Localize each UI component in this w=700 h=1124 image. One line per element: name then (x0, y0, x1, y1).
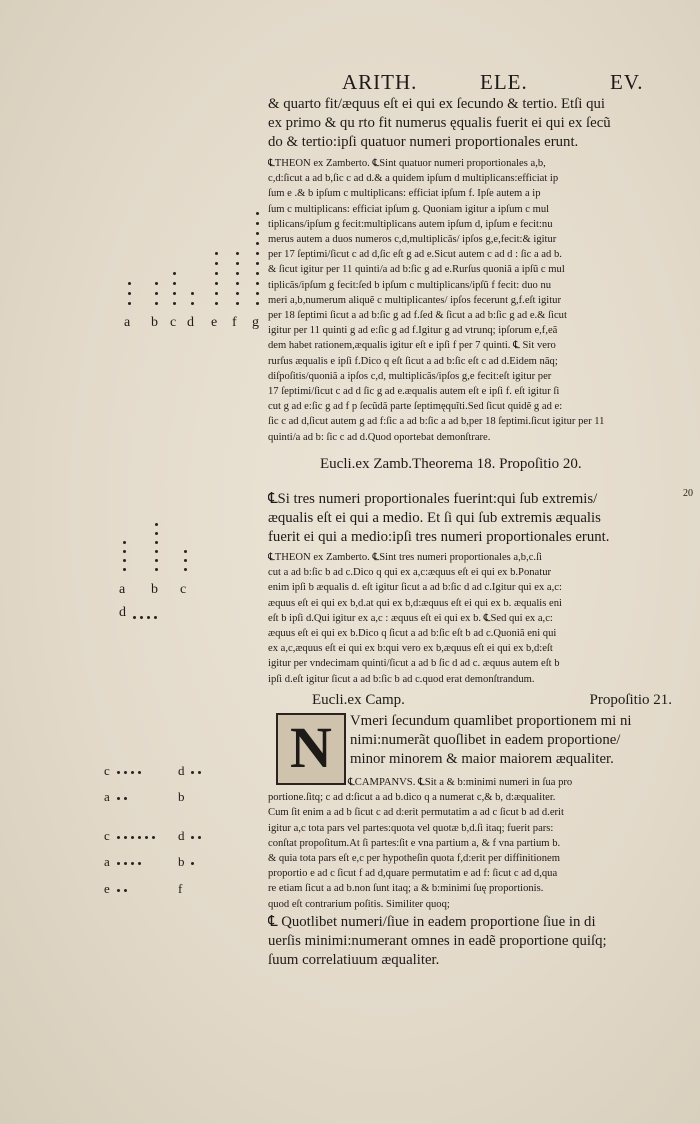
figure-dot (124, 862, 127, 865)
text-line: ex a,c,æquus eſt ei qui ex b:qui vero ex b,æquus eſt ei qui ex b,d:eſt (268, 643, 553, 655)
text-line: igitur per 11 quinti g ad e:ſic g ad f.Igitur g ad vtrunq; ipſorum e,f,eã (268, 325, 558, 337)
figure-label-d: d (187, 315, 194, 330)
text-line: ſic c ad d,ſicut autem g ad f:ſic a ad b:ſic a ad b,per 18 ſeptimi.ſicut igitur per 11 (268, 416, 605, 428)
figure-dot (236, 262, 239, 265)
text-line: ex primo & qu rto fit numerus ęqualis fuerit ei qui ex ſecũ (268, 115, 611, 131)
text-line: per 17 ſeptimi/ſicut c ad d,ſic eſt g ad e.Sicut autem c ad d : ſic a ad b. (268, 249, 562, 261)
text-line: re etiam ſicut a ad b.non ſunt itaq; a & b:minimi ſuę proportionis. (268, 883, 544, 895)
figure-dot (191, 862, 194, 865)
figure-dot (123, 550, 126, 553)
figure-label-f: f (232, 315, 237, 330)
figure-label-b: b (151, 315, 158, 330)
figure-dot (131, 771, 134, 774)
text-line: minor minorem & maior maiorem æqualiter. (350, 751, 614, 767)
figure-dot (155, 282, 158, 285)
figure-dot (215, 262, 218, 265)
figure-dot (256, 242, 259, 245)
text-line: quinti/a ad b: ſic c ad d.Quod oportebat demonſtrare. (268, 431, 491, 443)
figure-dot (215, 282, 218, 285)
theorem-18-heading (320, 456, 690, 473)
figure-dot (128, 282, 131, 285)
margin-number: 20 (683, 488, 693, 499)
figure-dot (256, 212, 259, 215)
text-line: nimi:numerãt quoſlibet in eadem proportione/ (350, 732, 621, 748)
figure-dot (215, 272, 218, 275)
text-line: ſum c multiplicans: efficiat ipſum g. Quoniam igitur a ipſum c mul (268, 203, 550, 215)
figure-dot (131, 862, 134, 865)
figure-dot (191, 292, 194, 295)
figure-row-label: f (178, 881, 183, 896)
text-line: ipſi d.eſt igitur ſicut a ad b:ſic b ad c.quod erat demonſtrandum. (268, 673, 535, 685)
figure-label-c: c (180, 582, 187, 597)
figure-dot (198, 836, 201, 839)
text-line: æqualis eſt ei qui a medio. Et ſi qui ſub extremis æqualis (268, 510, 601, 526)
figure-dot (123, 541, 126, 544)
proposition-19-enunciation (268, 95, 688, 152)
campanus-proof-21 (268, 775, 688, 912)
figure-row-label: d (178, 828, 185, 843)
figure-row-label: a (104, 854, 110, 869)
corollary-enunciation (268, 913, 688, 970)
proposition-21-enunciation (350, 712, 688, 769)
figure-dot (155, 550, 158, 553)
text-line: per 18 ſeptimi ſicut a ad b:ſic g ad f.ſed & ſicut a ad b:ſic g ad e.& ſicut (268, 310, 567, 322)
figure-dot (236, 292, 239, 295)
figure-dot (215, 292, 218, 295)
figure-dot (256, 272, 259, 275)
figure-dot (155, 541, 158, 544)
text-line: igitur per vndecimam quinti/ſicut a ad b ſic d ad c. æquus autem eſt b (268, 658, 560, 670)
figure-dot (236, 282, 239, 285)
text-line: æquus eſt ei qui ex b,d.at qui ex b,d:æquus eſt ei qui ex b. æqualis eni (268, 597, 562, 609)
figure-dot (128, 292, 131, 295)
figure-dot (128, 302, 131, 305)
text-line: diſpoſitis/quoniã a ipſos c,d, multiplicãs/ipſos g,e fecit:eſt igitur per (268, 370, 552, 382)
figure-dot (155, 568, 158, 571)
text-line: fuerit ei qui a medio:ipſi tres numeri proportionales erunt. (268, 529, 610, 545)
figure-row-label: c (104, 828, 110, 843)
figure-dot (117, 797, 120, 800)
theon-proof-19 (268, 156, 688, 445)
figure-dot (138, 836, 141, 839)
text-line: ℄Si tres numeri proportionales fuerint:qui ſub extremis/ (268, 491, 598, 507)
text-line: ſum e .& b ipſum c multiplicans: efficiat ipſum f. Ipſe autem a ip (268, 188, 541, 200)
text-line: ℄THEON ex Zamberto. ℄Sint quatuor numeri proportionales a,b, (268, 158, 546, 169)
header-left: ARITH. (342, 70, 418, 94)
figure-dot (184, 559, 187, 562)
figure-dot (133, 616, 136, 619)
figure-dot (173, 292, 176, 295)
figure-dot (184, 550, 187, 553)
figure-dot (256, 222, 259, 225)
figure-dot (173, 272, 176, 275)
figure-dot (155, 302, 158, 305)
figure-dot (123, 559, 126, 562)
figure-label-a: a (124, 315, 131, 330)
text-line: & ſicut igitur per 11 quinti/a ad b:ſic g ad e.Rurſus quoniã a ipſũ c mul (268, 264, 565, 276)
figure-row-label: c (104, 763, 110, 778)
figure-dot (154, 616, 157, 619)
figure-dot (256, 292, 259, 295)
figure-dot (198, 771, 201, 774)
theon-proof-20 (268, 550, 688, 687)
text-line: ℄THEON ex Zamberto. ℄Sint tres numeri proportionales a,b,c.ſi (268, 552, 542, 563)
text-line: Cum ſit enim a ad b ſicut c ad d:erit permutatim a ad c ſicut b ad d.erit (268, 807, 564, 819)
figure-dot (145, 836, 148, 839)
text-line: c,d:ſicut a ad b,ſic c ad d.& a quidem ipſum d multiplicans:efficiat ip (268, 173, 559, 185)
figure-dot (215, 302, 218, 305)
figure-label-g: g (252, 315, 259, 330)
figure-dot (155, 523, 158, 526)
figure-dot (155, 559, 158, 562)
figure-dot (124, 889, 127, 892)
figure-dot (184, 568, 187, 571)
text-line: Vmeri ſecundum quamlibet proportionem mi ni (350, 713, 632, 729)
figure-dot (117, 836, 120, 839)
text-line: portione.ſitq; c ad d:ſicut a ad b.dico q a numerat c,& b, d:æqualiter. (268, 792, 556, 804)
text-line: igitur a,c tota pars vel partes:quota vel quotæ b,d.ſi itaq; fuerit pars: (268, 822, 554, 834)
figure-label-e: e (211, 315, 218, 330)
figure-dot (123, 568, 126, 571)
figure-dot (138, 862, 141, 865)
figure-dot (117, 771, 120, 774)
figure-dot (256, 282, 259, 285)
heading-text: Eucli.ex Zamb.Theorema 18. Propoſitio 20. (320, 456, 582, 472)
figure-dot (155, 532, 158, 535)
heading-number: Propoſitio 21. (589, 692, 672, 708)
header-right: EV. (610, 70, 644, 94)
figure-dot (138, 771, 141, 774)
text-line: quod eſt contrarium poſitis. Similiter quoq; (268, 898, 450, 910)
figure-dot (256, 262, 259, 265)
figure-row-label: d (178, 763, 185, 778)
figure-row-label: b (178, 789, 185, 804)
figure-dot (256, 252, 259, 255)
figure-dot (236, 302, 239, 305)
text-line: do & tertio:ipſi quatuor numeri proportionales erunt. (268, 134, 579, 150)
figure-dot (191, 836, 194, 839)
text-line: uerſis minimi:numerant omnes in eadẽ proportione quiſq; (268, 933, 607, 949)
figure-dot (117, 862, 120, 865)
header-center: ELE. (480, 70, 528, 94)
figure-label-c: c (170, 315, 177, 330)
initial-letter: N (290, 715, 332, 780)
text-line: & quia tota pars eſt e,c per hypotheſin quota f,d:erit per diffinitionem (268, 853, 560, 865)
text-line: merus autem a duos numeros c,d,multiplicãs/ ipſos g,e,fecit:& igitur (268, 234, 557, 246)
text-line: tiplicans/ipſum g fecit:multiplicans autem ipſum d, ipſum e fecit:nu (268, 218, 553, 230)
figure-dot (152, 836, 155, 839)
figure-dot (117, 889, 120, 892)
text-line: conſtat propoſitum.At ſi partes:ſit e vna partium a, & f vna partium b. (268, 837, 561, 849)
figure-dot (140, 616, 143, 619)
proposition-21-heading (312, 692, 682, 709)
figure-row-label: e (104, 881, 110, 896)
text-line: cut a ad b:ſic b ad c.Dico q qui ex a,c:æquus eſt ei qui ex b.Ponatur (268, 567, 552, 579)
proposition-20-enunciation (268, 490, 688, 547)
figure-dot (124, 771, 127, 774)
figure-dot (124, 836, 127, 839)
heading-text: Eucli.ex Camp. (312, 692, 405, 708)
figure-dot (147, 616, 150, 619)
text-line: meri a,b,numerum aliquẽ c multiplicantes/ ipſos fecerunt g,f.eſt igitur (268, 294, 562, 306)
figure-dot (236, 252, 239, 255)
figure-dot (131, 836, 134, 839)
text-line: tiplicãs/ipſum g fecit:ſed b ipſum c multiplicans/ipſũ f fecit: duo nu (268, 279, 552, 291)
figure-label-a: a (119, 582, 126, 597)
figure-dot (191, 771, 194, 774)
figure-label-b: b (151, 582, 158, 597)
figure-dot (173, 282, 176, 285)
figure-dot (215, 252, 218, 255)
figure-dot (124, 797, 127, 800)
figure-dot (256, 302, 259, 305)
text-line: ſuum correlatiuum æqualiter. (268, 952, 440, 968)
figure-dot (173, 302, 176, 305)
text-line: 17 ſeptimi/ſicut c ad d ſic g ad e.æqualis autem eſt e ipſi f. eſt igitur ſi (268, 386, 560, 398)
text-line: eſt b ipſi d.Qui igitur ex a,c : æquus eſt ei qui ex b. ℄Sed qui ex a,c: (268, 612, 553, 624)
figure-dot (155, 292, 158, 295)
text-line: ℄ Quotlibet numeri/ſiue in eadem proportione ſiue in di (268, 914, 596, 930)
figure-row-label: b (178, 854, 185, 869)
text-line: ℄CAMPANVS. ℄Sit a & b:minimi numeri in ſua pro (348, 777, 573, 788)
text-line: proportio e ad c ſicut f ad d,quare permutatim e ad f: ſicut c ad d,qua (268, 868, 558, 880)
text-line: cut g ad e:ſic g ad f p ſecũdã parte ſeptimęquĩti.Sed ſicut quidẽ g ad e: (268, 401, 563, 413)
figure-dot (191, 302, 194, 305)
figure-row-label: a (104, 789, 110, 804)
text-line: rurſus æqualis e ipſi f.Dico q eſt ſicut a ad b:ſic eſt c ad d.Eidem nãq; (268, 355, 558, 367)
text-line: enim ipſi b æqualis d. eſt igitur ſicut a ad b:ſic d ad c.Igitur qui ex a,c: (268, 582, 562, 594)
figure-dot (236, 272, 239, 275)
text-line: & quarto fit/æquus eſt ei qui ex ſecundo & tertio. Etſi qui (268, 96, 605, 112)
text-line: æquus eſt ei qui ex b.Dico q ſicut a ad b:ſic eſt b ad c.Quoniã eni qui (268, 628, 557, 640)
text-line: dem habet rationem,æqualis igitur eſt e ipſi f per 7 quinti. ℄ Sit vero (268, 340, 556, 352)
figure-dot (256, 232, 259, 235)
figure-label-d: d (119, 605, 126, 620)
